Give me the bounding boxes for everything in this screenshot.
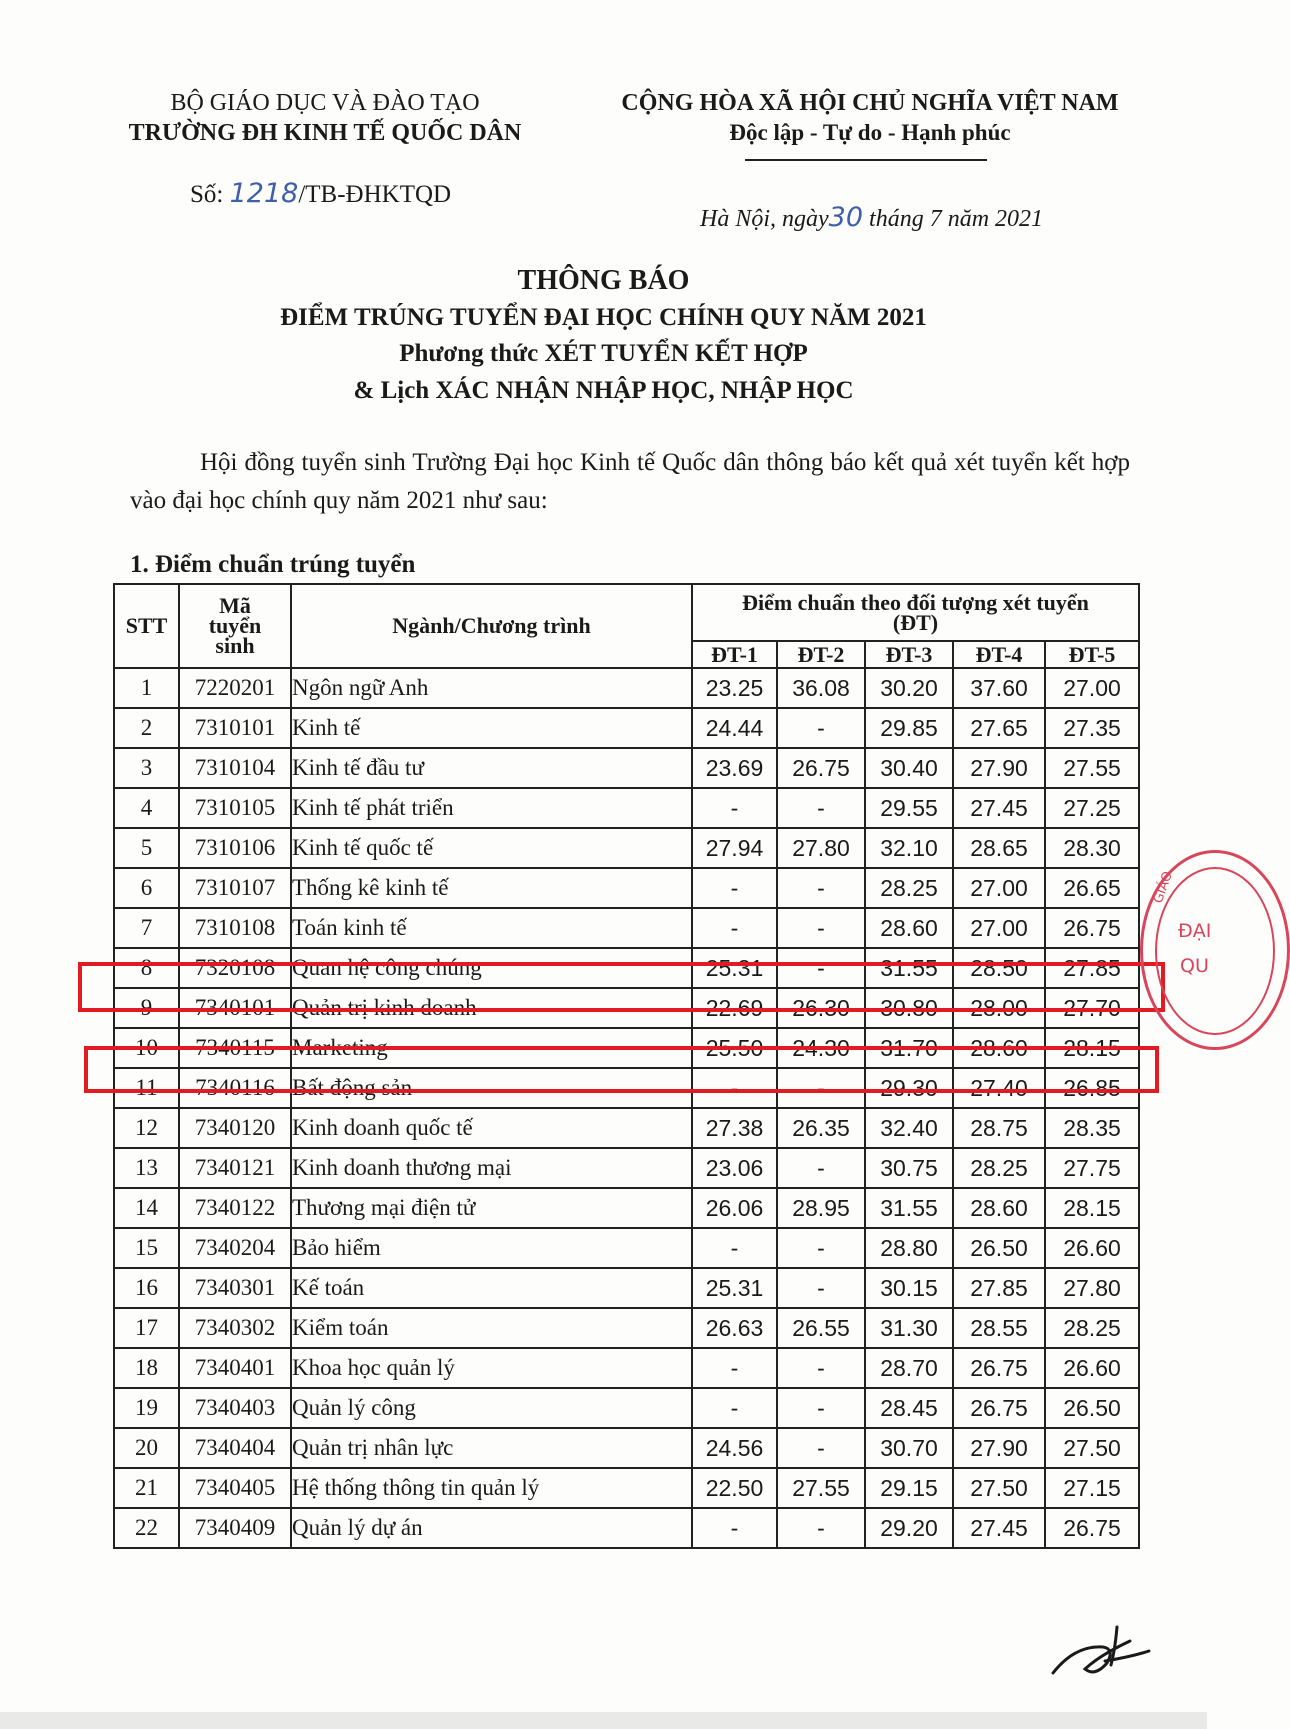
document-number [190, 178, 451, 211]
row-score-dt-3: 28.60 [865, 908, 953, 948]
row-stt: 19 [114, 1388, 179, 1428]
table-row [114, 788, 1139, 828]
row-score-dt-3: 30.80 [865, 988, 953, 1028]
row-code: 7340301 [179, 1268, 291, 1308]
row-score-dt-3: 28.45 [865, 1388, 953, 1428]
row-score-dt-5: 28.30 [1045, 828, 1139, 868]
row-program: Thương mại điện tử [291, 1188, 692, 1228]
document-title [0, 262, 1207, 410]
highlight-box-marketing [84, 1046, 1159, 1093]
row-score-dt-3: 29.85 [865, 708, 953, 748]
row-stt: 2 [114, 708, 179, 748]
row-score-dt-1: 25.50 [692, 1028, 777, 1068]
row-score-dt-1: 24.56 [692, 1428, 777, 1468]
row-score-dt-4: 27.45 [953, 1508, 1045, 1548]
row-score-dt-5: 27.35 [1045, 708, 1139, 748]
highlight-box-public-relations [78, 962, 1165, 1012]
row-score-dt-3: 31.30 [865, 1308, 953, 1348]
date-suffix: tháng 7 năm 2021 [863, 206, 1044, 232]
row-score-dt-3: 31.55 [865, 1188, 953, 1228]
row-code: 7340409 [179, 1508, 291, 1548]
row-score-dt-5: 26.50 [1045, 1388, 1139, 1428]
row-score-dt-2: 26.75 [777, 748, 865, 788]
row-score-dt-4: 27.90 [953, 1428, 1045, 1468]
row-score-dt-5: 27.75 [1045, 1148, 1139, 1188]
row-program: Kinh doanh thương mại [291, 1148, 692, 1188]
row-code: 7310106 [179, 828, 291, 868]
row-score-dt-4: 28.55 [953, 1308, 1045, 1348]
row-program: Kế toán [291, 1268, 692, 1308]
row-score-dt-3: 32.10 [865, 828, 953, 868]
row-score-dt-2: - [777, 948, 865, 988]
row-score-dt-1: - [692, 1388, 777, 1428]
table-row [114, 1108, 1139, 1148]
row-score-dt-1: - [692, 1508, 777, 1548]
row-code: 7340122 [179, 1188, 291, 1228]
row-score-dt-4: 26.75 [953, 1348, 1045, 1388]
row-stt: 7 [114, 908, 179, 948]
row-score-dt-3: 29.30 [865, 1068, 953, 1108]
row-score-dt-5: 27.55 [1045, 748, 1139, 788]
title-line-2: ĐIỂM TRÚNG TUYỂN ĐẠI HỌC CHÍNH QUY NĂM 2021 [280, 304, 927, 331]
row-code: 7340302 [179, 1308, 291, 1348]
row-score-dt-2: 28.95 [777, 1188, 865, 1228]
row-score-dt-3: 30.20 [865, 668, 953, 708]
republic-name: CỘNG HÒA XÃ HỘI CHỦ NGHĨA VIỆT NAM [621, 90, 1119, 116]
row-program: Kinh doanh quốc tế [291, 1108, 692, 1148]
row-score-dt-4: 27.45 [953, 788, 1045, 828]
row-score-dt-1: - [692, 1068, 777, 1108]
row-program: Quản trị kinh doanh [291, 988, 692, 1028]
table-row [114, 1348, 1139, 1388]
table-row [114, 1188, 1139, 1228]
row-score-dt-3: 28.80 [865, 1228, 953, 1268]
row-score-dt-4: 28.75 [953, 1108, 1045, 1148]
row-score-dt-2: 27.55 [777, 1468, 865, 1508]
row-stt: 22 [114, 1508, 179, 1548]
row-code: 7310108 [179, 908, 291, 948]
row-code: 7310104 [179, 748, 291, 788]
ministry-name: BỘ GIÁO DỤC VÀ ĐÀO TẠO [170, 90, 480, 116]
row-program: Quản trị nhân lực [291, 1428, 692, 1468]
header-code [179, 584, 291, 668]
row-score-dt-3: 29.15 [865, 1468, 953, 1508]
row-score-dt-1: 23.25 [692, 668, 777, 708]
row-score-dt-5: 28.35 [1045, 1108, 1139, 1148]
row-stt: 10 [114, 1028, 179, 1068]
row-stt: 6 [114, 868, 179, 908]
national-header [600, 88, 1140, 148]
row-score-dt-5: 26.75 [1045, 908, 1139, 948]
row-score-dt-2: 36.08 [777, 668, 865, 708]
row-program: Bảo hiểm [291, 1228, 692, 1268]
row-score-dt-4: 27.90 [953, 748, 1045, 788]
row-score-dt-5: 27.85 [1045, 948, 1139, 988]
header-code-line-2: tuyển [208, 613, 262, 638]
row-score-dt-5: 26.65 [1045, 868, 1139, 908]
doc-number-prefix: Số: [190, 181, 230, 208]
row-score-dt-5: 26.60 [1045, 1348, 1139, 1388]
row-code: 7340101 [179, 988, 291, 1028]
title-line-3: Phương thức XÉT TUYỂN KẾT HỢP [399, 340, 808, 367]
header-dt-4: ĐT-4 [953, 641, 1045, 668]
row-score-dt-3: 29.55 [865, 788, 953, 828]
row-stt: 11 [114, 1068, 179, 1108]
row-score-dt-3: 30.70 [865, 1428, 953, 1468]
row-stt: 15 [114, 1228, 179, 1268]
stamp-text-1: GIÁO [1150, 869, 1177, 906]
row-program: Toán kinh tế [291, 908, 692, 948]
header-score-group-line-1: Điểm chuẩn theo đối tượng xét tuyển [742, 589, 1089, 615]
row-stt: 5 [114, 828, 179, 868]
score-table-body [114, 668, 1139, 1548]
row-stt: 20 [114, 1428, 179, 1468]
row-score-dt-4: 28.60 [953, 1028, 1045, 1068]
row-program: Kinh tế quốc tế [291, 828, 692, 868]
row-score-dt-2: 27.80 [777, 828, 865, 868]
row-stt: 8 [114, 948, 179, 988]
row-score-dt-2: - [777, 1068, 865, 1108]
row-program: Quản lý dự án [291, 1508, 692, 1548]
row-score-dt-5: 26.75 [1045, 1508, 1139, 1548]
header-code-line-3: sinh [215, 633, 255, 658]
row-stt: 17 [114, 1308, 179, 1348]
row-program: Kinh tế đầu tư [291, 748, 692, 788]
row-score-dt-5: 27.15 [1045, 1468, 1139, 1508]
row-score-dt-1: - [692, 908, 777, 948]
table-row [114, 1148, 1139, 1188]
table-row [114, 748, 1139, 788]
row-score-dt-2: - [777, 1148, 865, 1188]
row-stt: 13 [114, 1148, 179, 1188]
row-score-dt-5: 28.25 [1045, 1308, 1139, 1348]
row-code: 7220201 [179, 668, 291, 708]
signature-mark [1045, 1605, 1155, 1685]
row-score-dt-4: 27.00 [953, 868, 1045, 908]
row-score-dt-1: 22.50 [692, 1468, 777, 1508]
table-row [114, 1268, 1139, 1308]
row-score-dt-3: 32.40 [865, 1108, 953, 1148]
row-program: Hệ thống thông tin quản lý [291, 1468, 692, 1508]
row-score-dt-3: 31.55 [865, 948, 953, 988]
row-code: 7340116 [179, 1068, 291, 1108]
row-stt: 18 [114, 1348, 179, 1388]
row-program: Kiểm toán [291, 1308, 692, 1348]
row-score-dt-1: 22.69 [692, 988, 777, 1028]
row-score-dt-4: 28.25 [953, 1148, 1045, 1188]
row-program: Kinh tế phát triển [291, 788, 692, 828]
table-row [114, 708, 1139, 748]
row-score-dt-5: 28.15 [1045, 1188, 1139, 1228]
row-score-dt-2: - [777, 868, 865, 908]
title-line-4: & Lịch XÁC NHẬN NHẬP HỌC, NHẬP HỌC [353, 377, 854, 404]
row-score-dt-1: 23.69 [692, 748, 777, 788]
issuer-header [100, 88, 550, 148]
row-code: 7340403 [179, 1388, 291, 1428]
header-dt-5: ĐT-5 [1045, 641, 1139, 668]
row-score-dt-2: - [777, 1388, 865, 1428]
row-score-dt-2: 26.30 [777, 988, 865, 1028]
table-row [114, 1388, 1139, 1428]
row-score-dt-1: 27.38 [692, 1108, 777, 1148]
row-stt: 12 [114, 1108, 179, 1148]
row-score-dt-2: 24.30 [777, 1028, 865, 1068]
row-score-dt-1: 24.44 [692, 708, 777, 748]
row-score-dt-1: - [692, 868, 777, 908]
row-score-dt-3: 29.20 [865, 1508, 953, 1548]
row-score-dt-1: - [692, 788, 777, 828]
row-score-dt-4: 26.50 [953, 1228, 1045, 1268]
row-stt: 4 [114, 788, 179, 828]
row-stt: 1 [114, 668, 179, 708]
row-code: 7310101 [179, 708, 291, 748]
row-score-dt-4: 27.65 [953, 708, 1045, 748]
row-code: 7340115 [179, 1028, 291, 1068]
row-stt: 16 [114, 1268, 179, 1308]
row-score-dt-3: 30.75 [865, 1148, 953, 1188]
row-score-dt-1: 25.31 [692, 1268, 777, 1308]
document-date [700, 202, 1043, 235]
row-stt: 14 [114, 1188, 179, 1228]
row-program: Marketing [291, 1028, 692, 1068]
section-heading: 1. Điểm chuẩn trúng tuyển [130, 551, 416, 578]
table-row [114, 908, 1139, 948]
row-code: 7340401 [179, 1348, 291, 1388]
date-day-handwritten: 30 [828, 202, 864, 233]
row-code: 7340405 [179, 1468, 291, 1508]
university-name: TRƯỜNG ĐH KINH TẾ QUỐC DÂN [128, 120, 522, 146]
row-score-dt-2: - [777, 1268, 865, 1308]
row-score-dt-1: 23.06 [692, 1148, 777, 1188]
row-score-dt-2: - [777, 1348, 865, 1388]
row-stt: 21 [114, 1468, 179, 1508]
row-score-dt-4: 26.75 [953, 1388, 1045, 1428]
intro-paragraph: Hội đồng tuyển sinh Trường Đại học Kinh tế Quốc dân thông báo kết quả xét tuyển kết hợp vào đại học chính quy năm 2021 như sau: [130, 449, 1130, 514]
table-row [114, 1428, 1139, 1468]
table-row [114, 1468, 1139, 1508]
row-score-dt-2: - [777, 1228, 865, 1268]
row-code: 7310107 [179, 868, 291, 908]
row-program: Khoa học quản lý [291, 1348, 692, 1388]
row-score-dt-2: 26.35 [777, 1108, 865, 1148]
title-line-1: THÔNG BÁO [517, 265, 690, 296]
row-score-dt-5: 27.25 [1045, 788, 1139, 828]
row-program: Quản lý công [291, 1388, 692, 1428]
row-stt: 9 [114, 988, 179, 1028]
header-dt-1: ĐT-1 [692, 641, 777, 668]
date-prefix: Hà Nội, ngày [700, 206, 829, 232]
header-program: Ngành/Chương trình [291, 584, 692, 668]
row-score-dt-3: 28.25 [865, 868, 953, 908]
row-code: 7320108 [179, 948, 291, 988]
row-score-dt-2: 26.55 [777, 1308, 865, 1348]
row-score-dt-5: 27.70 [1045, 988, 1139, 1028]
row-code: 7340120 [179, 1108, 291, 1148]
row-code: 7340121 [179, 1148, 291, 1188]
row-score-dt-4: 28.00 [953, 988, 1045, 1028]
row-score-dt-5: 26.60 [1045, 1228, 1139, 1268]
header-score-group-line-2: (ĐT) [892, 609, 939, 635]
row-score-dt-3: 31.70 [865, 1028, 953, 1068]
motto-underline [745, 159, 987, 161]
national-motto: Độc lập - Tự do - Hạnh phúc [729, 120, 1011, 145]
row-score-dt-4: 28.65 [953, 828, 1045, 868]
row-program: Thống kê kinh tế [291, 868, 692, 908]
page-edge [0, 1712, 1207, 1729]
table-row [114, 1228, 1139, 1268]
row-stt: 3 [114, 748, 179, 788]
row-score-dt-1: - [692, 1228, 777, 1268]
table-row [114, 1508, 1139, 1548]
row-score-dt-1: 26.63 [692, 1308, 777, 1348]
row-score-dt-1: 26.06 [692, 1188, 777, 1228]
row-score-dt-4: 37.60 [953, 668, 1045, 708]
row-program: Ngôn ngữ Anh [291, 668, 692, 708]
row-score-dt-4: 28.60 [953, 1188, 1045, 1228]
header-dt-2: ĐT-2 [777, 641, 865, 668]
row-score-dt-2: - [777, 908, 865, 948]
table-row [114, 1308, 1139, 1348]
row-score-dt-3: 30.40 [865, 748, 953, 788]
header-dt-3: ĐT-3 [865, 641, 953, 668]
header-score-group [692, 584, 1139, 641]
stamp-inner-ring [1155, 867, 1275, 1035]
row-score-dt-2: - [777, 708, 865, 748]
doc-number-suffix: /TB-ĐHKTQD [298, 181, 452, 208]
table-row [114, 868, 1139, 908]
row-program: Kinh tế [291, 708, 692, 748]
row-score-dt-2: - [777, 1428, 865, 1468]
row-score-dt-4: 27.00 [953, 908, 1045, 948]
row-score-dt-5: 26.85 [1045, 1068, 1139, 1108]
row-code: 7310105 [179, 788, 291, 828]
row-score-dt-4: 28.50 [953, 948, 1045, 988]
row-score-dt-1: 25.31 [692, 948, 777, 988]
row-score-dt-1: - [692, 1348, 777, 1388]
row-score-dt-3: 30.15 [865, 1268, 953, 1308]
row-program: Bất động sản [291, 1068, 692, 1108]
header-code-line-1: Mã [219, 593, 251, 618]
doc-number-handwritten: 1218 [229, 178, 299, 209]
row-score-dt-2: - [777, 1508, 865, 1548]
stamp-text-2: ĐẠI [1178, 920, 1212, 942]
row-score-dt-5: 27.00 [1045, 668, 1139, 708]
row-score-dt-4: 27.50 [953, 1468, 1045, 1508]
row-score-dt-5: 27.80 [1045, 1268, 1139, 1308]
row-score-dt-2: - [777, 788, 865, 828]
stamp-text-3: QU [1180, 955, 1209, 977]
row-score-dt-5: 28.15 [1045, 1028, 1139, 1068]
table-row [114, 828, 1139, 868]
row-code: 7340204 [179, 1228, 291, 1268]
row-score-dt-4: 27.85 [953, 1268, 1045, 1308]
row-score-dt-3: 28.70 [865, 1348, 953, 1388]
table-row [114, 668, 1139, 708]
row-program: Quan hệ công chúng [291, 948, 692, 988]
row-score-dt-5: 27.50 [1045, 1428, 1139, 1468]
row-score-dt-4: 27.40 [953, 1068, 1045, 1108]
row-score-dt-1: 27.94 [692, 828, 777, 868]
header-stt: STT [114, 584, 179, 668]
row-code: 7340404 [179, 1428, 291, 1468]
